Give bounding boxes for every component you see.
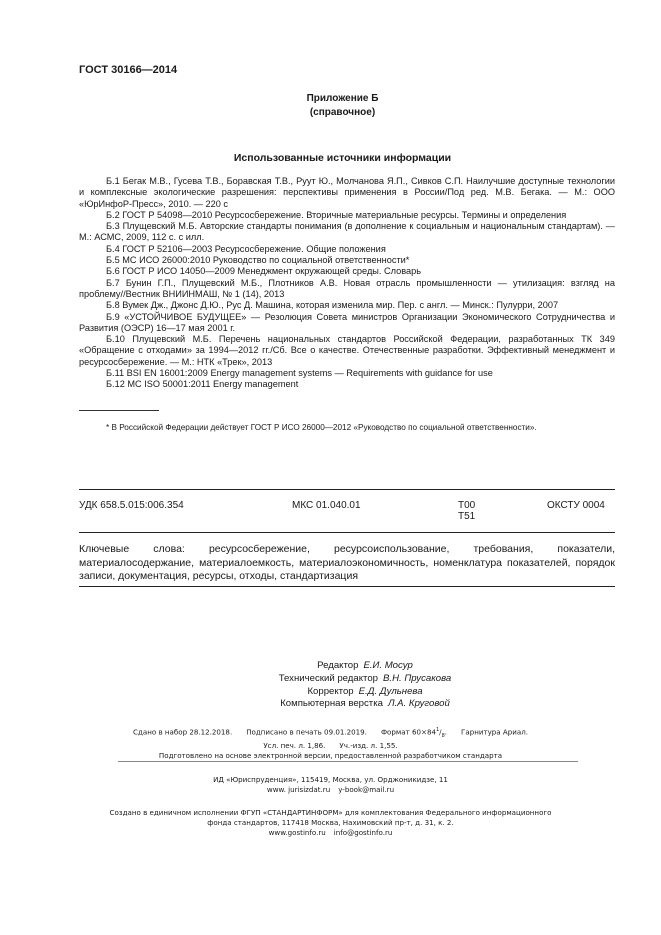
keywords-text: ресурсосбережение, ресурсоиспользование, требования, показатели, материалосодержание, материалоемкость, материалоэкономичность, номенклатура показателей, порядок записи, документация, ресурсы, отходы, стандартизация [79,543,615,582]
creation-line-2: фонда стандартов, 117418 Москва, Нахимовский пр-т, д. 31, к. 2. [207,818,454,828]
imprint-divider [118,761,578,762]
reference-item: Б.6 ГОСТ Р ИСО 14050—2009 Менеджмент окружающей среды. Словарь [106,266,422,277]
creation-contacts [0,828,661,838]
print-details-line-1: Сдано в набор 28.12.2018. Подписано в печать 09.01.2019. Формат $60\times 84^1/_8$. Гарнитура Ариал. [133,727,528,739]
print-details-line-3: Подготовлено на основе электронной версии, предоставленной разработчиком стандарта [158,751,503,761]
reference-item: Б.10 Плущевский М.Б. Перечень национальных стандартов Российской Федерации, разработанных ТК 349 «Обращение с отходами» за 1994—2012 гг./Сб. Все о качестве. Отечественные разработки. Эффективный менеджмент и ресурсосбережение. — М.: НТК «Трек», 2013 [79,334,615,367]
t-code-2: Т51 [458,511,476,522]
credit-tech-editor: Технический редактор В.Н. Прусакова [278,672,452,684]
appendix-title: Приложение Б [306,93,379,104]
print-details-line-2: Усл. печ. л. 1,86. Уч.-изд. л. 1,55. [263,740,398,750]
publisher-email-link[interactable]: y-book@mail.ru [338,785,395,795]
creation-info [0,808,661,839]
reference-list [79,176,615,391]
reference-item: Б.9 «УСТОЙЧИВОЕ БУДУЩЕЕ» — Резолюция Совета министров Организации Экономического Сотрудничества и Развития (ОЭСР) 16—17 мая 2001 г. [79,311,615,333]
okstu-code: ОКСТУ 0004 [547,500,605,511]
reference-item: Б.1 Бегак М.В., Гусева Т.В., Боравская Т.В., Руут Ю., Молчанова Я.П., Сивков С.П. Наилучшие доступные технологии и комплексные экологические разрешения: перспективы применения в России/Под ред. М.В. Бегака. — М.: ООО «ЮрИнфоР-Пресс», 2010. — 220 с [79,176,615,209]
mks-code: МКС 01.040.01 [292,500,361,511]
udk-code: УДК 658.5.015:006.354 [79,500,184,511]
credits-block [200,660,530,711]
gostinfo-email-link[interactable]: info@gostinfo.ru [333,828,393,838]
publisher-contacts [0,785,661,795]
keywords-bottom-rule [79,586,615,587]
publisher-address: ИД «Юриспруденция», 115419, Москва, ул. Орджоникидзе, 11 [213,775,448,784]
reference-item: Б.8 Вумек Дж., Джонс Д.Ю., Рус Д. Машина, которая изменила мир. Пер. с англ. — Минск.: Пулурри, 2007 [106,300,559,311]
reference-item: Б.3 Плущевский М.Б. Авторские стандарты понимания (в дополнение к социальным и национальным стандартам). — М.: АСМС, 2009, 112 с. с илл. [79,221,615,243]
appendix-heading [0,92,661,120]
reference-item: Б.4 ГОСТ Р 52106—2003 Ресурсосбережение. Общие положения [106,243,386,254]
classification-top-rule [79,489,615,490]
reference-item: Б.12 MC ISO 50001:2011 Energy management [106,379,299,390]
credit-layout: Компьютерная верстка Л.А. Круговой [280,698,450,710]
appendix-subtitle: (справочное) [309,107,376,118]
publisher-site-link[interactable]: www. jurisizdat.ru [266,785,331,795]
footnote-divider [79,410,159,411]
reference-item: Б.2 ГОСТ Р 54098—2010 Ресурсосбережение. Вторичные материальные ресурсы. Термины и определения [106,209,567,220]
t-code-1: Т00 [458,500,476,511]
publisher-info [0,775,661,795]
creation-line-1: Создано в единичном исполнении ФГУП «СТАНДАРТИНФОРМ» для комплектования Федерального информационного [109,808,552,817]
document-code: ГОСТ 30166—2014 [79,64,178,76]
reference-item: Б.11 BSI EN 16001:2009 Energy management systems — Requirements with guidance for use [106,368,493,379]
credit-editor: Редактор Е.И. Мосур [317,660,413,671]
footnote: * В Российской Федерации действует ГОСТ Р ИСО 26000—2012 «Руководство по социальной ответственности». [106,423,537,432]
reference-item: Б.5 МС ИСО 26000:2010 Руководство по социальной ответственности* [106,255,410,266]
gostinfo-site-link[interactable]: www.gostinfo.ru [268,828,326,838]
sources-title: Использованные источники информации [233,152,452,164]
t-codes [458,500,475,522]
print-details [0,725,661,761]
credit-proofreader: Корректор Е.Д. Дульнева [307,685,423,697]
classification-bottom-rule [79,532,615,533]
keywords-block [79,543,615,584]
reference-item: Б.7 Бунин Г.П., Плущевский М.Б., Плотников А.В. Новая отрасль промышленности — утилизация: взгляд на проблему//Вестник ВНИИНМАШ, № 1 (14), 2013 [79,277,615,299]
keywords-label: Ключевые слова: [79,543,185,555]
